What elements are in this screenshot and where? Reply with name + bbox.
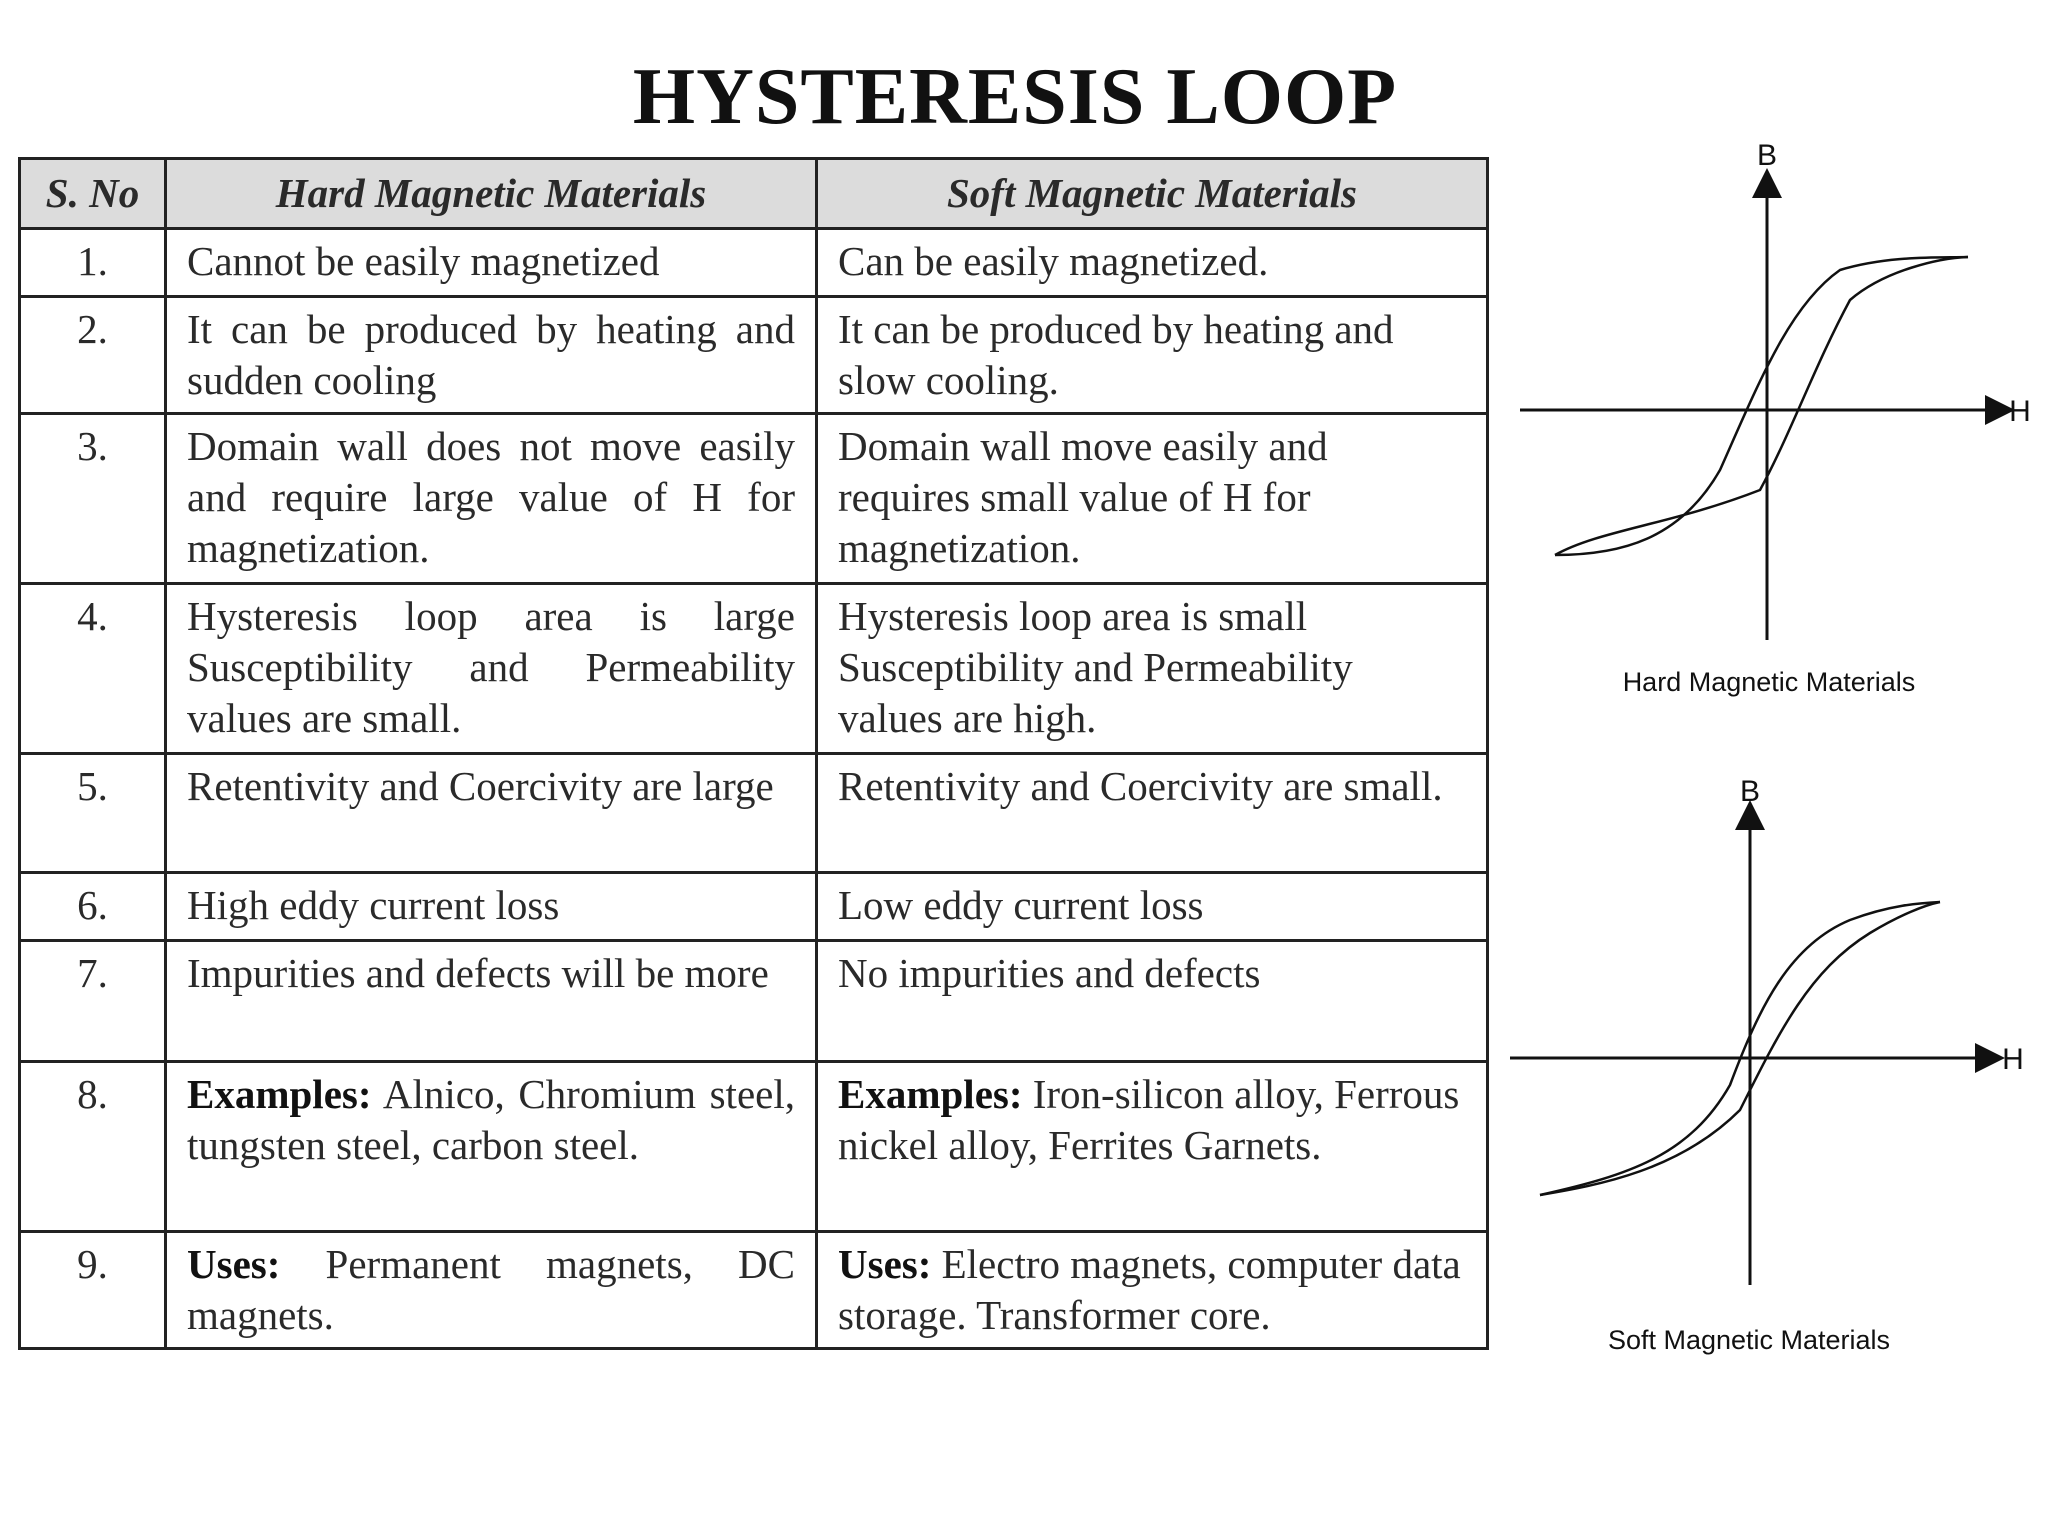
hard-loop-diagram (1490, 135, 2048, 715)
hard-cell (166, 1232, 817, 1349)
table-row (20, 873, 1488, 941)
soft-uses-text: Electro magnets, computer data storage. Transformer core. (838, 1241, 1461, 1338)
hard-cell: Cannot be easily magnetized (166, 229, 817, 297)
table-header-row (20, 159, 1488, 229)
page-title: HYSTERESIS LOOP (632, 53, 1398, 141)
h-axis-label: H (2009, 395, 2031, 428)
hard-cell: Hysteresis loop area is large Susceptibility and Permeability values are small. (166, 584, 817, 754)
hard-cell: Retentivity and Coercivity are large (166, 754, 817, 873)
soft-cell: Can be easily magnetized. (817, 229, 1488, 297)
table-row (20, 754, 1488, 873)
hard-cell: It can be produced by heating and sudden cooling (166, 297, 817, 414)
soft-loop-caption: Soft Magnetic Materials (1607, 1325, 1891, 1355)
row-number: 3. (20, 414, 166, 584)
examples-label: Examples: (187, 1071, 372, 1117)
soft-cell: Retentivity and Coercivity are small. (817, 754, 1488, 873)
hard-loop-graph (1490, 135, 2048, 715)
soft-cell: No impurities and defects (817, 941, 1488, 1062)
upper-branch (1540, 902, 1940, 1195)
soft-cell: Domain wall move easily and requires small value of H for magnetization. (817, 414, 1488, 584)
h-axis-label: H (2002, 1043, 2024, 1076)
lower-branch (1540, 902, 1940, 1195)
row-number: 8. (20, 1062, 166, 1232)
soft-cell (817, 1062, 1488, 1232)
header-hard: Hard Magnetic Materials (166, 159, 817, 229)
row-number: 7. (20, 941, 166, 1062)
hard-cell (166, 1062, 817, 1232)
soft-cell: Low eddy current loss (817, 873, 1488, 941)
soft-cell (817, 1232, 1488, 1349)
row-number: 4. (20, 584, 166, 754)
uses-label: Uses: (838, 1241, 932, 1287)
table-row (20, 229, 1488, 297)
row-number: 5. (20, 754, 166, 873)
soft-cell: Hysteresis loop area is small Susceptibility and Permeability values are high. (817, 584, 1488, 754)
uses-label: Uses: (187, 1241, 281, 1287)
table-row (20, 414, 1488, 584)
hard-examples-text: Alnico, Chromium steel, tungsten steel, carbon steel. (187, 1071, 795, 1168)
row-number: 9. (20, 1232, 166, 1349)
soft-loop-graph (1490, 775, 2048, 1335)
soft-loop-diagram (1490, 775, 2048, 1375)
soft-examples-text: Iron-silicon alloy, Ferrous nickel alloy, Ferrites Garnets. (838, 1071, 1460, 1168)
hard-loop-caption: Hard Magnetic Materials (1622, 667, 1916, 697)
b-axis-label: B (1739, 775, 1761, 808)
examples-label: Examples: (838, 1071, 1023, 1117)
b-axis-label: B (1756, 139, 1778, 172)
header-soft: Soft Magnetic Materials (817, 159, 1488, 229)
table-row (20, 584, 1488, 754)
lower-branch (1555, 257, 1968, 555)
hard-cell: Impurities and defects will be more (166, 941, 817, 1062)
table-row (20, 941, 1488, 1062)
row-number: 2. (20, 297, 166, 414)
table-row (20, 297, 1488, 414)
row-number: 6. (20, 873, 166, 941)
table-row (20, 1062, 1488, 1232)
hard-uses-text: Permanent magnets, DC magnets. (187, 1241, 796, 1338)
header-sno: S. No (20, 159, 166, 229)
table-row (20, 1232, 1488, 1349)
hard-cell: High eddy current loss (166, 873, 817, 941)
row-number: 1. (20, 229, 166, 297)
hard-cell: Domain wall does not move easily and require large value of H for magnetization. (166, 414, 817, 584)
upper-branch (1555, 257, 1968, 555)
soft-cell: It can be produced by heating and slow cooling. (817, 297, 1488, 414)
comparison-table (18, 157, 1489, 1350)
